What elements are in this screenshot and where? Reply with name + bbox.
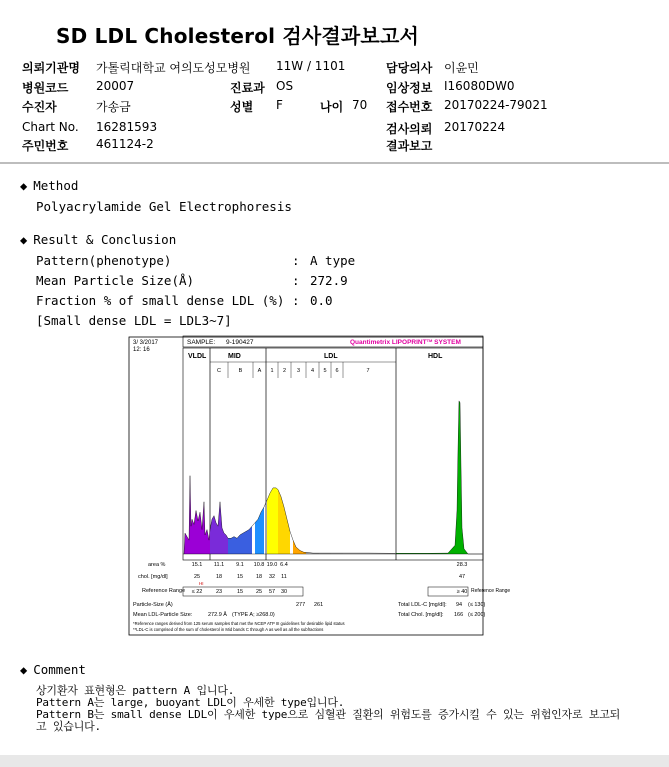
particle-size-1: 277	[296, 602, 306, 608]
size-colon: :	[292, 273, 300, 288]
brand-name: Quantimetrix LIPOPRINT	[350, 339, 427, 346]
band-label-B: B	[238, 368, 243, 374]
band-label-4: 4	[310, 368, 315, 374]
lipoprint-chart	[128, 336, 511, 636]
chol-value-6: 47	[458, 574, 466, 580]
area-value-3: 10.8	[253, 562, 265, 568]
band-label-5: 5	[323, 368, 327, 374]
fraction-value: 0.0	[310, 293, 333, 308]
chol-value-3: 18	[255, 574, 263, 580]
institution-label: 의뢰기관명	[22, 61, 80, 75]
comment-line-4: 고 있습니다.	[36, 720, 101, 733]
ref-row-label-right: Reference Range	[471, 588, 511, 594]
mean-size-label: Mean LDL-Particle Size:	[133, 612, 193, 618]
fraction-colon: :	[292, 293, 300, 308]
brand-label	[350, 338, 461, 346]
diamond-bullet-icon: ◆	[20, 663, 28, 677]
mean-size-value: 272.9 Å	[208, 612, 227, 618]
diamond-bullet-icon: ◆	[20, 179, 28, 193]
ref-value-6: ≥ 40	[456, 589, 468, 595]
chart-no-label: Chart No.	[22, 120, 79, 134]
method-heading-text: Method	[33, 178, 79, 193]
result-heading	[20, 232, 176, 247]
hospital-code-value: 20007	[96, 79, 135, 93]
fraction-label: Fraction % of small dense LDL (%)	[36, 293, 285, 308]
request-label: 검사의뢰	[386, 122, 433, 136]
chol-flag: HI	[199, 581, 204, 586]
comment-heading	[20, 662, 86, 677]
patient-value: 가송금	[96, 100, 131, 114]
total-ldl-label: Total LDL-C [mg/dl]:	[398, 602, 447, 608]
group-label-mid: MID	[228, 353, 241, 360]
footnote-1: *Reference ranges derived from 125 serum samples that met the NCEP ATP III guidelines for desirable lipid status	[133, 621, 345, 626]
ward-value: 11W / 1101	[276, 59, 346, 73]
total-chol-label: Total Chol. [mg/dl]:	[398, 612, 444, 618]
result-heading-text: Result & Conclusion	[33, 232, 177, 247]
ref-value-2: 15	[236, 589, 244, 595]
area-value-6: 28.3	[456, 562, 468, 568]
request-value: 20170224	[444, 120, 506, 134]
report-title: SD LDL Cholesterol 검사결과보고서	[56, 24, 419, 48]
header-divider	[0, 162, 669, 164]
ref-value-1: 23	[215, 589, 223, 595]
id-value: 461124-2	[96, 137, 154, 151]
comment-line-3: Pattern B는 small dense LDL이 우세한 type으로 심혈관 질환의 위험도를 증가시킬 수 있는 위험인자로 보고되	[36, 708, 621, 721]
result-report-label: 결과보고	[386, 139, 433, 153]
chol-value-0: 25	[193, 574, 201, 580]
footnote-2: **LDL-C is comprised of the sum of cholesterol in Mid bands C through A as well as all the subfractions	[133, 627, 324, 632]
group-label-ldl: LDL	[324, 353, 338, 360]
reception-value: 20170224-79021	[444, 98, 548, 112]
size-label: Mean Particle Size(Å)	[36, 273, 195, 288]
ref-row-label: Reference Range	[142, 588, 186, 594]
clinical-value: I16080DW0	[444, 79, 515, 93]
chart-no-value: 16281593	[96, 120, 158, 134]
area-value-4: 19.0	[266, 562, 278, 568]
reception-label: 접수번호	[386, 100, 433, 114]
method-heading	[20, 178, 78, 193]
method-text: Polyacrylamide Gel Electrophoresis	[36, 199, 292, 214]
band-label-6: 6	[335, 368, 339, 374]
band-label-7: 7	[366, 368, 370, 374]
band-label-2: 2	[282, 368, 287, 374]
band-label-1: 1	[270, 368, 274, 374]
total-chol-ref: (≤ 200)	[468, 612, 486, 618]
brand-tm: TM	[426, 338, 433, 343]
band-fill-1	[267, 488, 278, 554]
ref-value-3: 25	[255, 589, 263, 595]
id-label: 주민번호	[22, 139, 69, 153]
age-value: 70	[352, 98, 368, 112]
ref-value-5: 30	[280, 589, 288, 595]
total-chol-value: 166	[454, 612, 464, 618]
band-label-C: C	[217, 368, 221, 374]
clinical-label: 임상정보	[386, 81, 433, 95]
comment-heading-text: Comment	[33, 662, 86, 677]
patient-label: 수진자	[22, 100, 57, 114]
dept-label: 진료과	[230, 81, 265, 95]
band-label-3: 3	[296, 368, 301, 374]
group-label-vldl: VLDL	[188, 353, 207, 360]
total-ldl-ref: (≤ 130)	[468, 602, 486, 608]
institution-row	[22, 59, 80, 76]
ref-value-0: ≤ 22	[191, 589, 203, 595]
size-value: 272.9	[310, 273, 348, 288]
group-label-hdl: HDL	[428, 353, 443, 360]
brand-suffix: SYSTEM	[432, 339, 461, 346]
chol-row-label: chol. [mg/dl]	[138, 574, 168, 580]
particle-size-label: Particle-Size (Å)	[133, 602, 173, 608]
ref-value-4: 57	[268, 589, 276, 595]
area-value-2: 9.1	[236, 562, 244, 568]
chart-date: 3/ 3/2017	[133, 340, 159, 346]
band-label-A: A	[257, 368, 262, 374]
hospital-code-label: 병원코드	[22, 81, 69, 95]
chol-value-2: 15	[236, 574, 244, 580]
sex-label: 성별	[230, 100, 254, 114]
small-dense-note: [Small dense LDL = LDL3~7]	[36, 313, 232, 328]
age-label: 나이	[320, 100, 344, 114]
sample-value: 9-190427	[226, 339, 254, 346]
area-value-5: 6.4	[280, 562, 288, 568]
area-value-1: 11.1	[213, 562, 225, 568]
chol-value-1: 18	[215, 574, 223, 580]
area-row-label: area %	[148, 562, 166, 568]
pattern-colon: :	[292, 253, 300, 268]
comment-line-2: Pattern A는 large, buoyant LDL이 우세한 type입니다.	[36, 696, 345, 709]
institution-value: 가톨릭대학교 여의도성모병원	[96, 61, 251, 75]
bottom-strip	[0, 755, 669, 767]
sex-value: F	[276, 98, 283, 112]
area-value-0: 15.1	[191, 562, 203, 568]
doctor-label: 담당의사	[386, 61, 433, 75]
diamond-bullet-icon: ◆	[20, 233, 28, 247]
chol-value-4: 32	[268, 574, 276, 580]
sample-label: SAMPLE:	[187, 339, 216, 346]
pattern-label: Pattern(phenotype)	[36, 253, 172, 268]
comment-line-1: 상기환자 표현형은 pattern A 입니다.	[36, 684, 235, 697]
mean-size-type: (TYPE A; ≥268.0)	[232, 612, 275, 618]
total-ldl-value: 94	[456, 602, 463, 608]
dept-value: OS	[276, 79, 294, 93]
chart-time: 12: 16	[133, 347, 150, 353]
lipoprint-svg	[128, 336, 511, 636]
doctor-value: 이윤민	[444, 61, 479, 75]
particle-size-2: 261	[314, 602, 324, 608]
chol-value-5: 11	[281, 574, 287, 580]
pattern-value: A type	[310, 253, 356, 268]
